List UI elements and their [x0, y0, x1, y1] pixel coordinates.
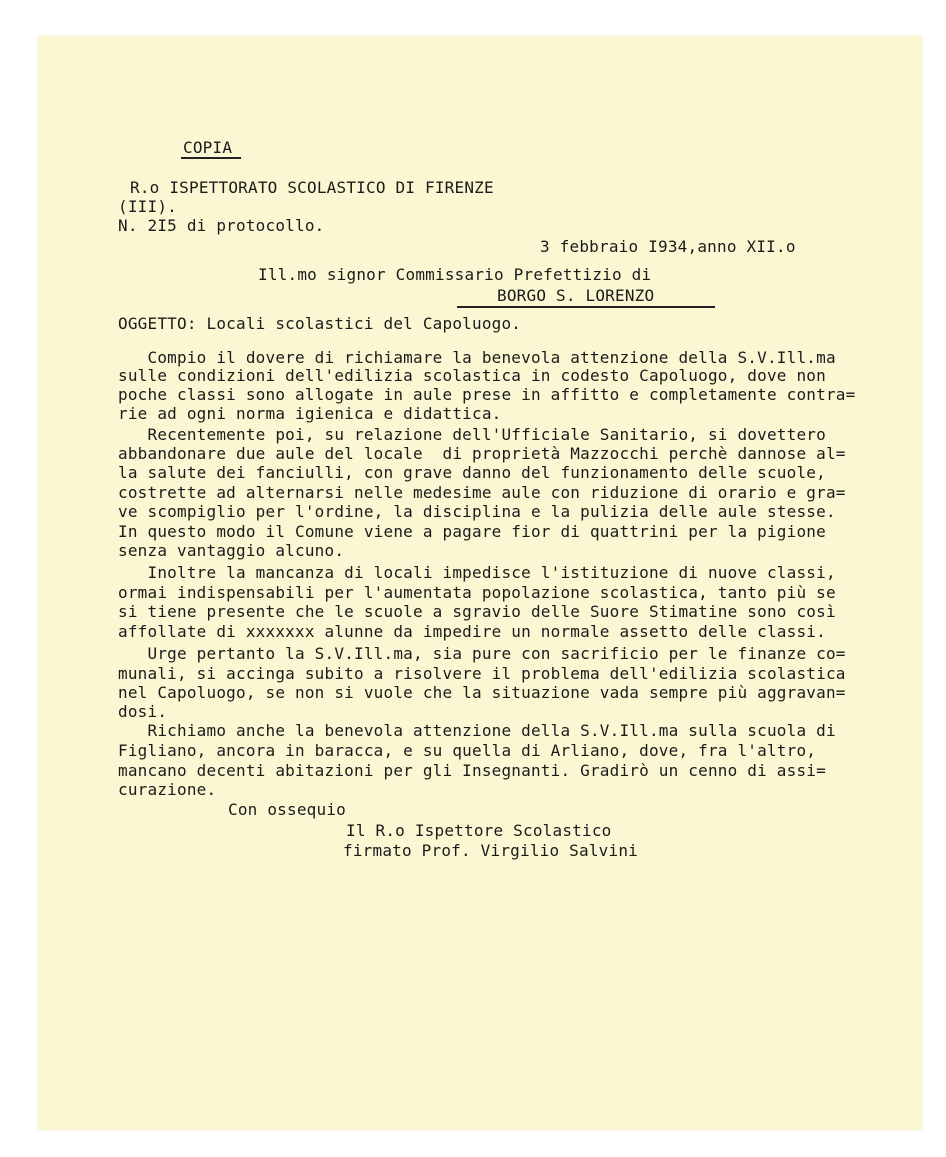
letter-date: 3 febbraio I934,anno XII.o: [540, 237, 796, 256]
body-line: Recentemente poi, su relazione dell'Ufficiale Sanitario, si dovettero: [118, 425, 826, 444]
body-line: poche classi sono allogate in aule prese in affitto e completamente contra=: [118, 385, 856, 404]
addressee-underline: [457, 306, 715, 308]
body-line: si tiene presente che le scuole a sgravio delle Suore Stimatine sono così: [118, 602, 836, 621]
addressee: Ill.mo signor Commissario Prefettizio di: [258, 265, 652, 284]
heading-underline: [181, 157, 241, 159]
sender-line-2: (III).: [118, 197, 177, 216]
body-line: Inoltre la mancanza di locali impedisce l'istituzione di nuove classi,: [118, 563, 836, 582]
subject-line: OGGETTO: Locali scolastici del Capoluogo.: [118, 314, 522, 333]
body-line: affollate di xxxxxxx alunne da impedire un normale assetto delle classi.: [118, 622, 826, 641]
addressee-place: BORGO S. LORENZO: [497, 286, 655, 305]
body-line: mancano decenti abitazioni per gli Insegnanti. Gradirò un cenno di assi=: [118, 761, 826, 780]
body-line: ormai indispensabili per l'aumentata popolazione scolastica, tanto più se: [118, 583, 836, 602]
protocol-number: N. 2I5 di protocollo.: [118, 216, 325, 235]
body-line: munali, si accinga subito a risolvere il problema dell'edilizia scolastica: [118, 664, 846, 683]
body-line: ve scompiglio per l'ordine, la disciplina e la pulizia delle aule stesse.: [118, 502, 836, 521]
signature-name: firmato Prof. Virgilio Salvini: [343, 841, 638, 860]
sender-line-1: R.o ISPETTORATO SCOLASTICO DI FIRENZE: [130, 178, 494, 197]
body-line: Figliano, ancora in baracca, e su quella di Arliano, dove, fra l'altro,: [118, 741, 817, 760]
body-line: rie ad ogni norma igienica e didattica.: [118, 404, 502, 423]
body-line: costrette ad alternarsi nelle medesime aule con riduzione di orario e gra=: [118, 483, 846, 502]
body-line: Richiamo anche la benevola attenzione della S.V.Ill.ma sulla scuola di: [118, 721, 836, 740]
body-line: senza vantaggio alcuno.: [118, 541, 345, 560]
body-line: In questo modo il Comune viene a pagare fior di quattrini per la pigione: [118, 522, 826, 541]
closing-greeting: Con ossequio: [228, 800, 346, 819]
body-line: la salute dei fanciulli, con grave danno del funzionamento delle scuole,: [118, 463, 826, 482]
document-heading: COPIA: [183, 138, 233, 157]
body-line: abbandonare due aule del locale di proprietà Mazzocchi perchè dannose al=: [118, 444, 846, 463]
signature-title: Il R.o Ispettore Scolastico: [346, 821, 612, 840]
body-line: curazione.: [118, 780, 217, 799]
body-line: nel Capoluogo, se non si vuole che la situazione vada sempre più aggravan=: [118, 683, 846, 702]
body-line: sulle condizioni dell'edilizia scolastica in codesto Capoluogo, dove non: [118, 366, 826, 385]
body-line: Compio il dovere di richiamare la benevola attenzione della S.V.Ill.ma: [118, 348, 836, 367]
body-line: dosi.: [118, 702, 168, 721]
body-line: Urge pertanto la S.V.Ill.ma, sia pure con sacrificio per le finanze co=: [118, 644, 846, 663]
